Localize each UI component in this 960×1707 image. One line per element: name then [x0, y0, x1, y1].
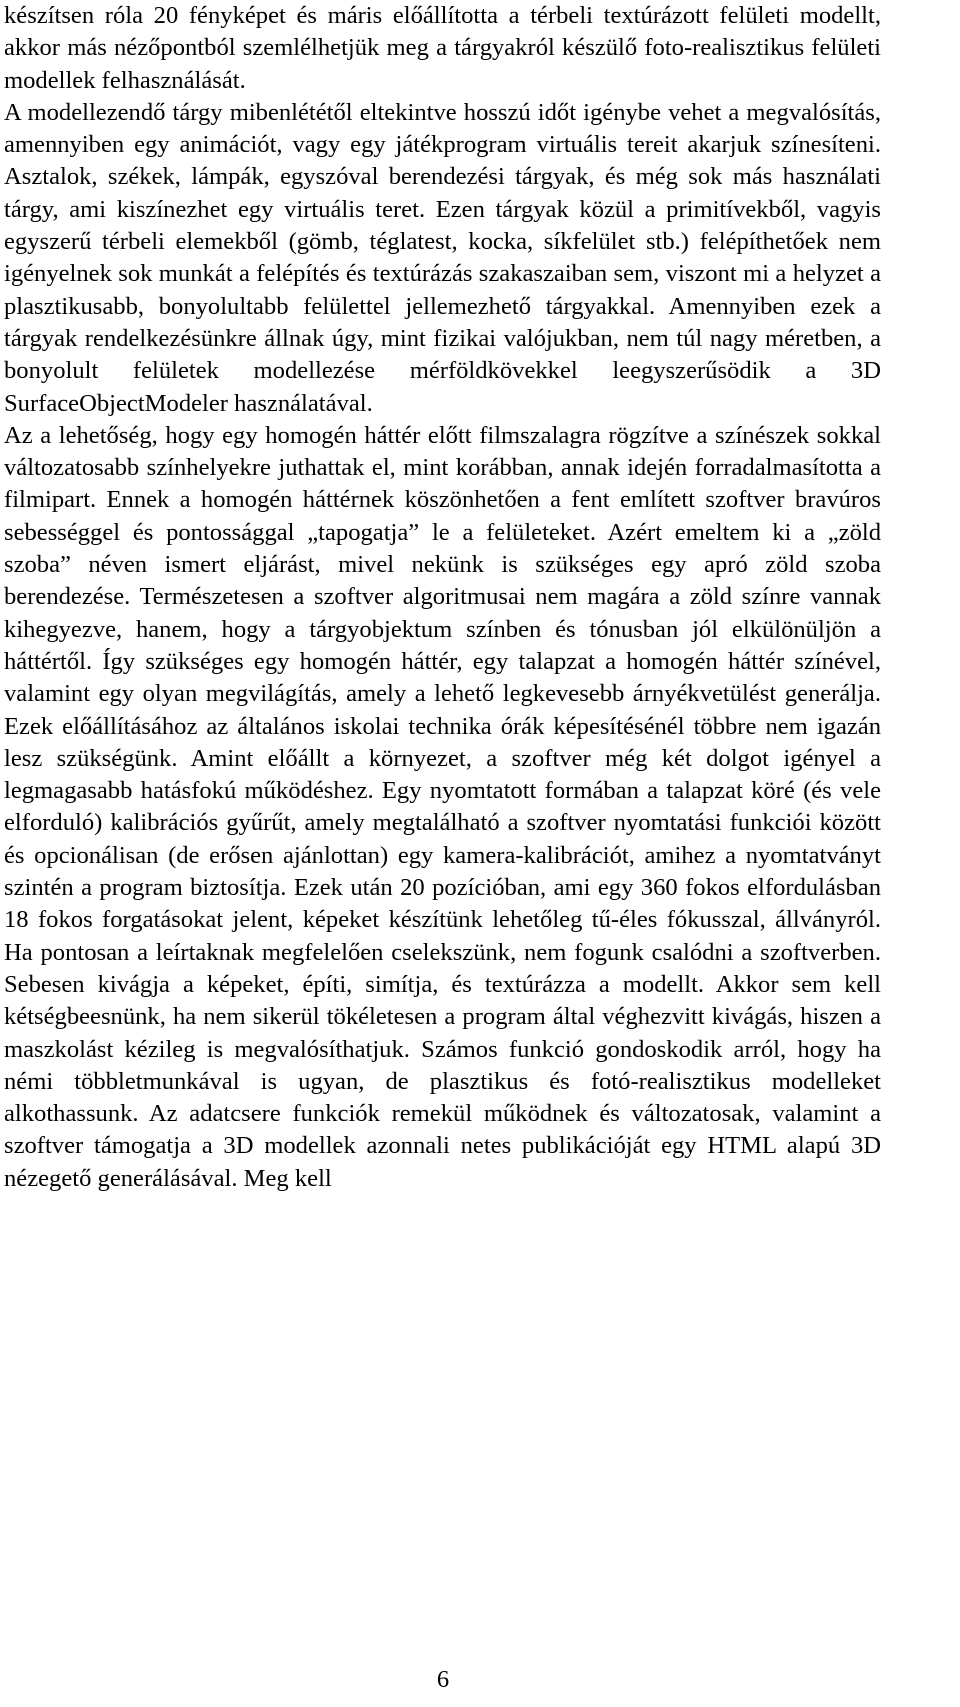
paragraph-green-room: Az a lehetőség, hogy egy homogén háttér előtt filmszalagra rögzítve a színészek sokkal változatosabb színhelyekre juthattak el, mint korábban, annak idején forradalmasította a filmipart. Ennek a homogén háttérnek köszönhetően a fent említett szoftver bravúros sebességgel és pontossággal „tapogatja” le a felületeket. Azért emeltem ki a „zöld szoba” néven ismert eljárást, mivel nekünk is szükséges egy apró zöld szoba berendezése. Természetesen a szoftver algoritmusai nem magára a zöld színre vannak kihegyezve, hanem, hogy a tárgyobjektum színben és tónusban jól elkülönüljön a háttértől. Így szükséges egy homogén háttér, egy talapzat a homogén háttér színével, valamint egy olyan megvilágítás, amely a lehető legkevesebb árnyékvetülést generálja. Ezek előállításához az általános iskolai technika órák képesítésénél többre nem igazán lesz szükségünk. Amint előállt a környezet, a szoftver még két dolgot igényel a legmagasabb hatásfokú működéshez. Egy nyomtatott formában a talapzat köré (és vele elforduló) kalibrációs gyűrűt, amely megtalálható a szoftver nyomtatási funkciói között és opcionálisan (de erősen ajánlottan) egy kamera-kalibrációt, amihez a nyomtatványt szintén a program biztosítja. Ezek után 20 pozícióban, ami egy 360 fokos elfordulásban 18 fokos forgatásokat jelent, képeket készítünk lehetőleg tű-éles fókusszal, állványról. Ha pontosan a leírtaknak megfelelően cselekszünk, nem fogunk csalódni a szoftverben. Sebesen kivágja a képeket, építi, simítja, és textúrázza a modellt. Akkor sem kell kétségbeesnünk, ha nem sikerül tökéletesen a program által véghezvitt kivágás, hiszen a maszkolást kézileg is megvalósíthatjuk. Számos funkció gondoskodik arról, hogy ha némi többletmunkával is ugyan, de plasztikus és fotó-realisztikus modelleket alkothassunk. Az adatcsere funkciók remekül működnek és változatosak, valamint a szoftver támogatja a 3D modellek azonnali netes publikációját egy HTML alapú 3D nézegető generálásával. Meg kell	[4, 421, 881, 1192]
paragraph-modeling: A modellezendő tárgy mibenlététől eltekintve hosszú időt igénybe vehet a megvalósítás, amennyiben egy animációt, vagy egy játékprogram virtuális tereit akarjuk színesíteni. Asztalok, székek, lámpák, egyszóval berendezési tárgyak, és még sok más használati tárgy, ami kiszínezhet egy virtuális teret. Ezen tárgyak közül a primitívekből, vagyis egyszerű térbeli elemekből (gömb, téglatest, kocka, síkfelület stb.) felépíthetőek nem igényelnek sok munkát a felépítés és textúrázás szakaszaiban sem, viszont mi a helyzet a plasztikusabb, bonyolultabb felülettel jellemezhető tárgyakkal. Amennyiben ezek a tárgyak rendelkezésünkre állnak úgy, mint fizikai valójukban, nem túl nagy méretben, a bonyolult felületek modellezése mérföldkövekkel leegyszerűsödik a 3D SurfaceObjectModeler használatával.	[4, 98, 881, 417]
paragraph-continuation: készítsen róla 20 fényképet és máris előállította a térbeli textúrázott felületi modellt, akkor más nézőpontból szemlélhetjük meg a tárgyakról készülő foto-realisztikus felületi modellek felhasználását.	[4, 2, 881, 94]
page-number: 6	[436, 1666, 450, 1693]
body-text	[4, 0, 881, 1195]
